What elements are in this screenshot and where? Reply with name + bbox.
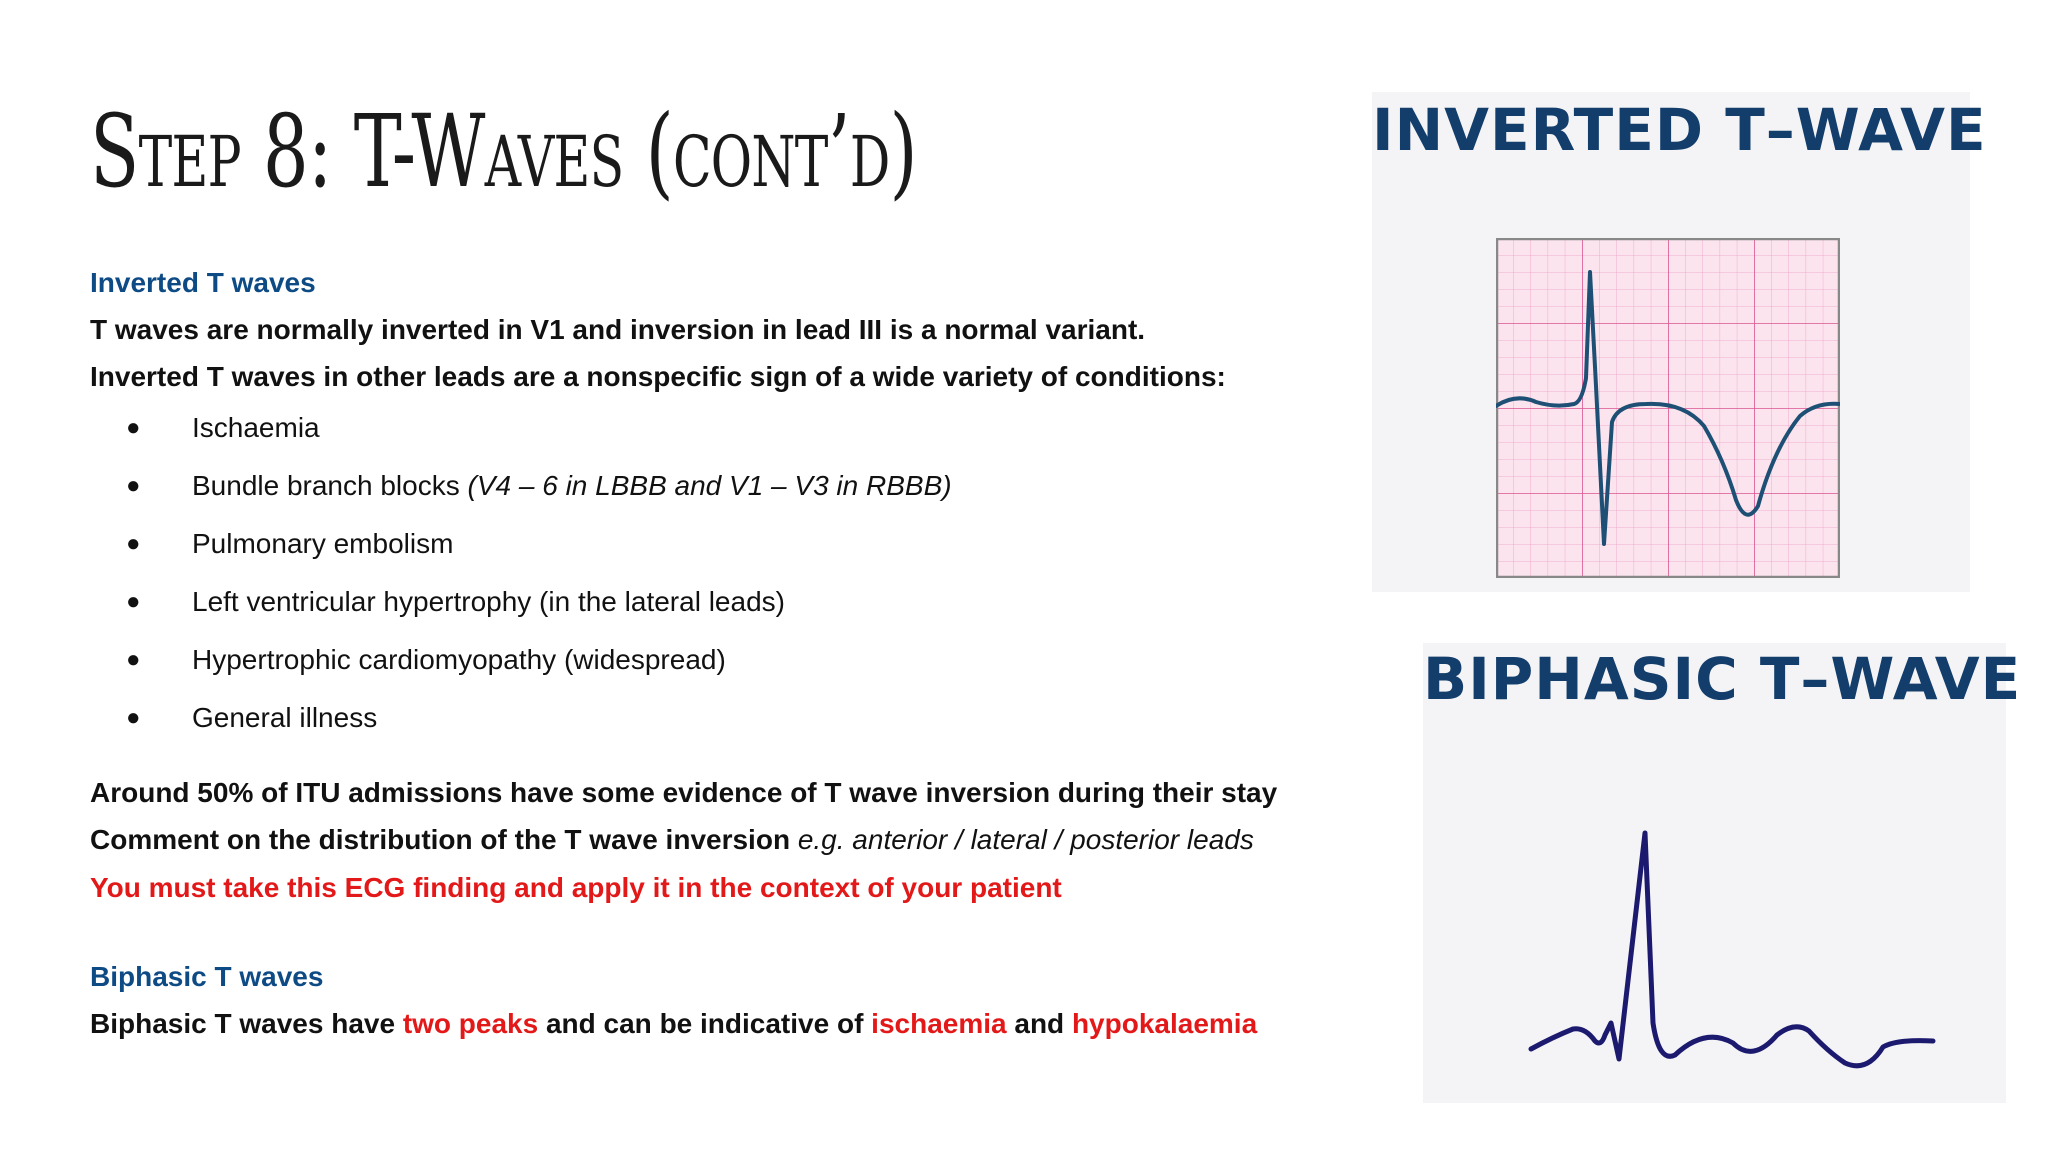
condition-label: Left ventricular hypertrophy (in the lateral leads) bbox=[192, 586, 785, 617]
biphasic-description: Biphasic T waves have two peaks and can be indicative of ischaemia and hypokalaemia bbox=[90, 1008, 1258, 1039]
condition-label: General illness bbox=[192, 702, 378, 733]
bullet-icon: ● bbox=[126, 414, 141, 441]
bullet-icon: ● bbox=[126, 646, 141, 673]
comment-line: Comment on the distribution of the T wave inversion e.g. anterior / lateral / posterior leads bbox=[90, 824, 1254, 855]
inverted-ecg-graphic bbox=[1496, 238, 1840, 578]
biphasic-image-title: BIPHASIC T–WAVE bbox=[1423, 645, 2022, 713]
inverted-line-1: T waves are normally inverted in V1 and inversion in lead III is a normal variant. bbox=[90, 314, 1146, 345]
condition-label: Pulmonary embolism bbox=[192, 528, 454, 559]
condition-label: Bundle branch blocks (V4 – 6 in LBBB and V1 – V3 in RBBB) bbox=[192, 470, 952, 501]
inverted-image-title: INVERTED T–WAVE bbox=[1372, 96, 1987, 164]
condition-note: (V4 – 6 in LBBB and V1 – V3 in RBBB) bbox=[467, 470, 952, 501]
context-warning: You must take this ECG finding and apply it in the context of your patient bbox=[90, 872, 1062, 903]
inverted-heading: Inverted T waves bbox=[90, 267, 316, 298]
slide-title: Step 8: T-Waves (cont’d) bbox=[90, 93, 917, 210]
biphasic-t-wave-image bbox=[1423, 643, 2022, 1103]
bullet-icon: ● bbox=[126, 588, 141, 615]
inverted-t-wave-image bbox=[1372, 92, 1987, 592]
itu-statistic: Around 50% of ITU admissions have some evidence of T wave inversion during their stay bbox=[90, 777, 1278, 808]
bullet-icon: ● bbox=[126, 530, 141, 557]
biphasic-ecg-graphic bbox=[1423, 643, 2022, 1103]
condition-label: Ischaemia bbox=[192, 412, 320, 443]
bullet-icon: ● bbox=[126, 472, 141, 499]
bullet-icon: ● bbox=[126, 704, 141, 731]
inverted-line-2: Inverted T waves in other leads are a nonspecific sign of a wide variety of conditions: bbox=[90, 361, 1226, 392]
condition-label: Hypertrophic cardiomyopathy (widespread) bbox=[192, 644, 726, 675]
biphasic-heading: Biphasic T waves bbox=[90, 961, 324, 992]
